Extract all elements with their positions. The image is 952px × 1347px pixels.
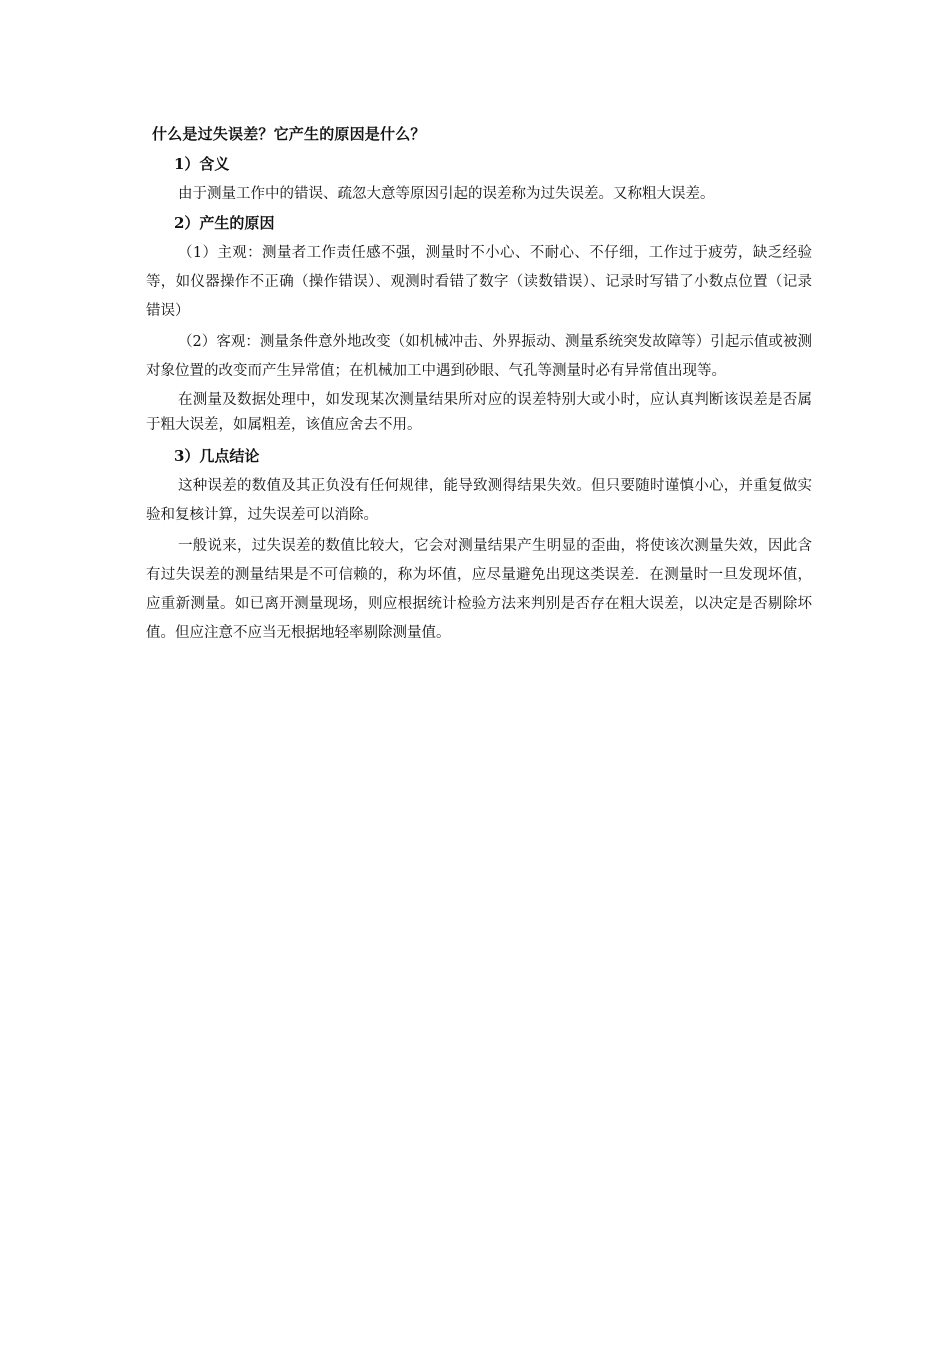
paragraph-data-processing: 在测量及数据处理中，如发现某次测量结果所对应的误差特别大或小时，应认真判断该误差是否属于粗大误差，如属粗差，该值应舍去不用。: [146, 392, 812, 433]
section-heading-conclusions: 3）几点结论: [174, 447, 260, 465]
paragraph-objective-cause: （2）客观：测量条件意外地改变（如机械冲击、外界振动、测量系统突发故障等）引起示值或被测对象位置的改变而产生异常值；在机械加工中遇到砂眼、气孔等测量时必有异常值出现等。: [146, 334, 812, 379]
paragraph-conclusion-1: 这种误差的数值及其正负没有任何规律，能导致测得结果失效。但只要随时谨慎小心，并重复做实验和复核计算，过失误差可以消除。: [146, 478, 812, 523]
section-heading-causes: 2）产生的原因: [174, 214, 275, 232]
paragraph-meaning: 由于测量工作中的错误、疏忽大意等原因引起的误差称为过失误差。又称粗大误差。: [178, 186, 715, 202]
section-heading-meaning: 1）含义: [174, 155, 230, 173]
document-title: 什么是过失误差？它产生的原因是什么？: [152, 125, 426, 143]
document-content: [146, 122, 812, 650]
paragraph-conclusion-2: 一般说来，过失误差的数值比较大，它会对测量结果产生明显的歪曲，将使该次测量失效，因此含有过失误差的测量结果是不可信赖的，称为坏值，应尽量避免出现这类误差．在测量时一旦发现坏值，应重新测量。如已离开测量现场，则应根据统计检验方法来判别是否存在粗大误差，以决定是否剔除坏值。但应注意不应当无根据地轻率剔除测量值。: [146, 538, 812, 641]
paragraph-subjective-cause: （1）主观：测量者工作责任感不强，测量时不小心、不耐心、不仔细，工作过于疲劳，缺乏经验等，如仪器操作不正确（操作错误）、观测时看错了数字（读数错误）、记录时写错了小数点位置（记录错误）: [146, 245, 812, 319]
